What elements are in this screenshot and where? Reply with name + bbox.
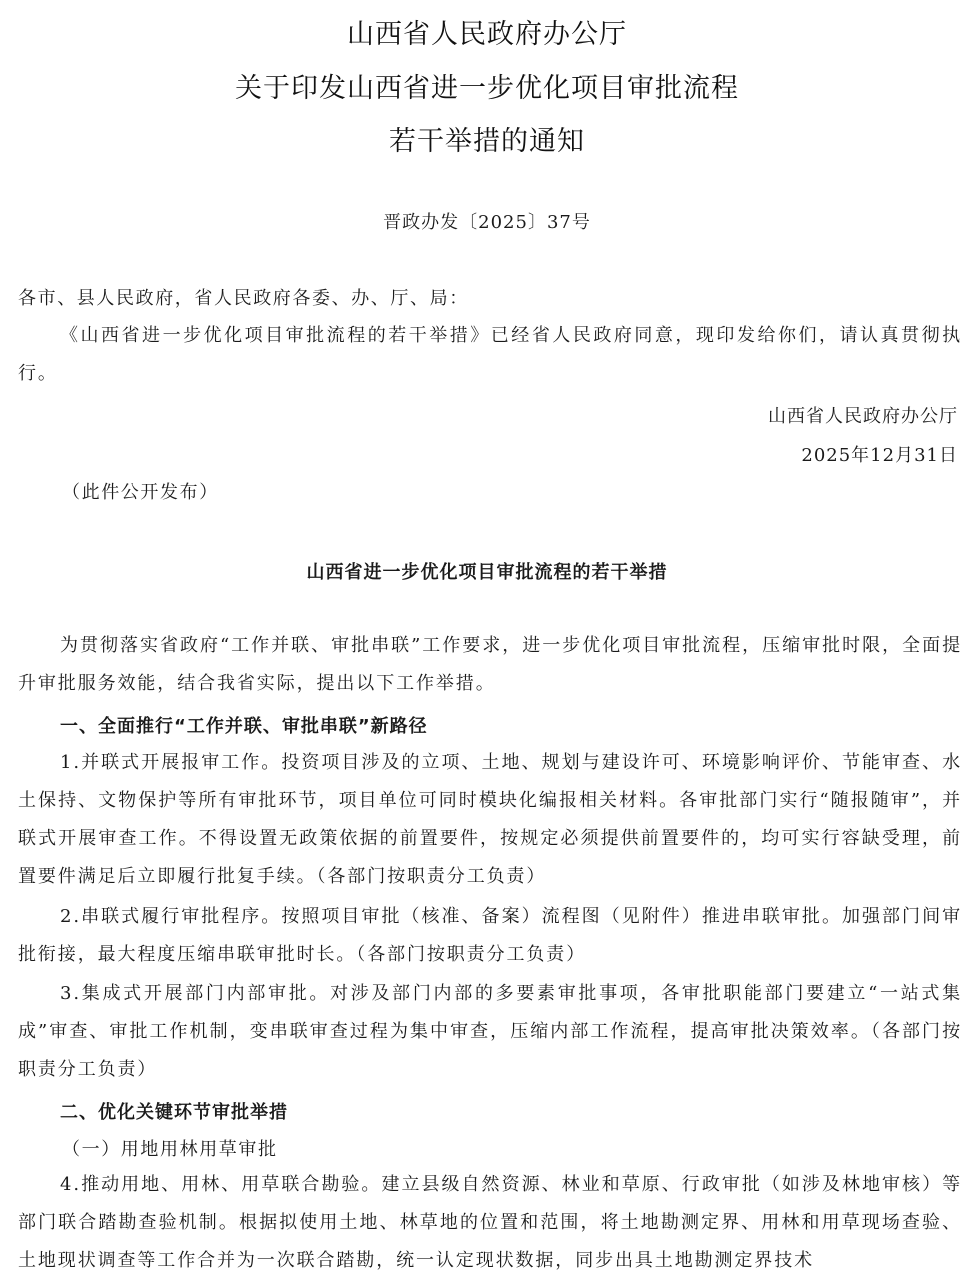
measure-item-1: 1.并联式开展报审工作。投资项目涉及的立项、土地、规划与建设许可、环境影响评价、节能审查、水土保持、文物保护等所有审批环节，项目单位可同时模块化编报相关材料。各审批部门实行“随报随审”，并联式开展审查工作。不得设置无政策依据的前置要件，按规定必须提供前置要件的，均可实行容缺受理，前置要件满足后立即履行批复手续。（各部门按职责分工负责） [18, 752, 962, 887]
document-title-line-3: 若干举措的通知 [389, 126, 585, 157]
subsection-1-heading: （一）用地用林用草审批 [62, 1139, 278, 1160]
document-title-line-1: 山西省人民政府办公厅 [347, 19, 627, 50]
signing-date: 2025年12月31日 [801, 445, 958, 466]
measure-item-3: 3.集成式开展部门内部审批。对涉及部门内部的多要素审批事项，各审批职能部门要建立“一站式集成”审查、审批工作机制，变串联审查过程为集中审查，压缩内部工作流程，提高审批决策效率。（各部门按职责分工负责） [18, 983, 962, 1080]
measure-item-2: 2.串联式履行审批程序。按照项目审批（核准、备案）流程图（见附件）推进串联审批。加强部门间审批衔接，最大程度压缩串联审批时长。（各部门按职责分工负责） [18, 906, 962, 965]
measures-intro: 为贯彻落实省政府“工作并联、审批串联”工作要求，进一步优化项目审批流程，压缩审批时限，全面提升审批服务效能，结合我省实际，提出以下工作举措。 [18, 635, 962, 694]
measure-item-4: 4.推动用地、用林、用草联合勘验。建立县级自然资源、林业和草原、行政审批（如涉及林地审核）等部门联合踏勘查验机制。根据拟使用土地、林草地的位置和范围，将土地勘测定界、用林和用草现场查验、土地现状调查等工作合并为一次联合踏勘，统一认定现状数据，同步出具土地勘测定界技术 [18, 1174, 962, 1271]
notice-body: 《山西省进一步优化项目审批流程的若干举措》已经省人民政府同意，现印发给你们，请认真贯彻执行。 [18, 325, 962, 384]
section-1-heading: 一、全面推行“工作并联、审批串联”新路径 [60, 716, 428, 737]
addressee: 各市、县人民政府，省人民政府各委、办、厅、局： [18, 288, 469, 309]
signer: 山西省人民政府办公厅 [768, 406, 958, 427]
measures-title: 山西省进一步优化项目审批流程的若干举措 [306, 562, 668, 583]
document-title-line-2: 关于印发山西省进一步优化项目审批流程 [235, 73, 739, 104]
publish-note: （此件公开发布） [62, 482, 219, 503]
document-number: 晋政办发〔2025〕37号 [383, 212, 591, 233]
section-2-heading: 二、优化关键环节审批举措 [60, 1102, 288, 1123]
